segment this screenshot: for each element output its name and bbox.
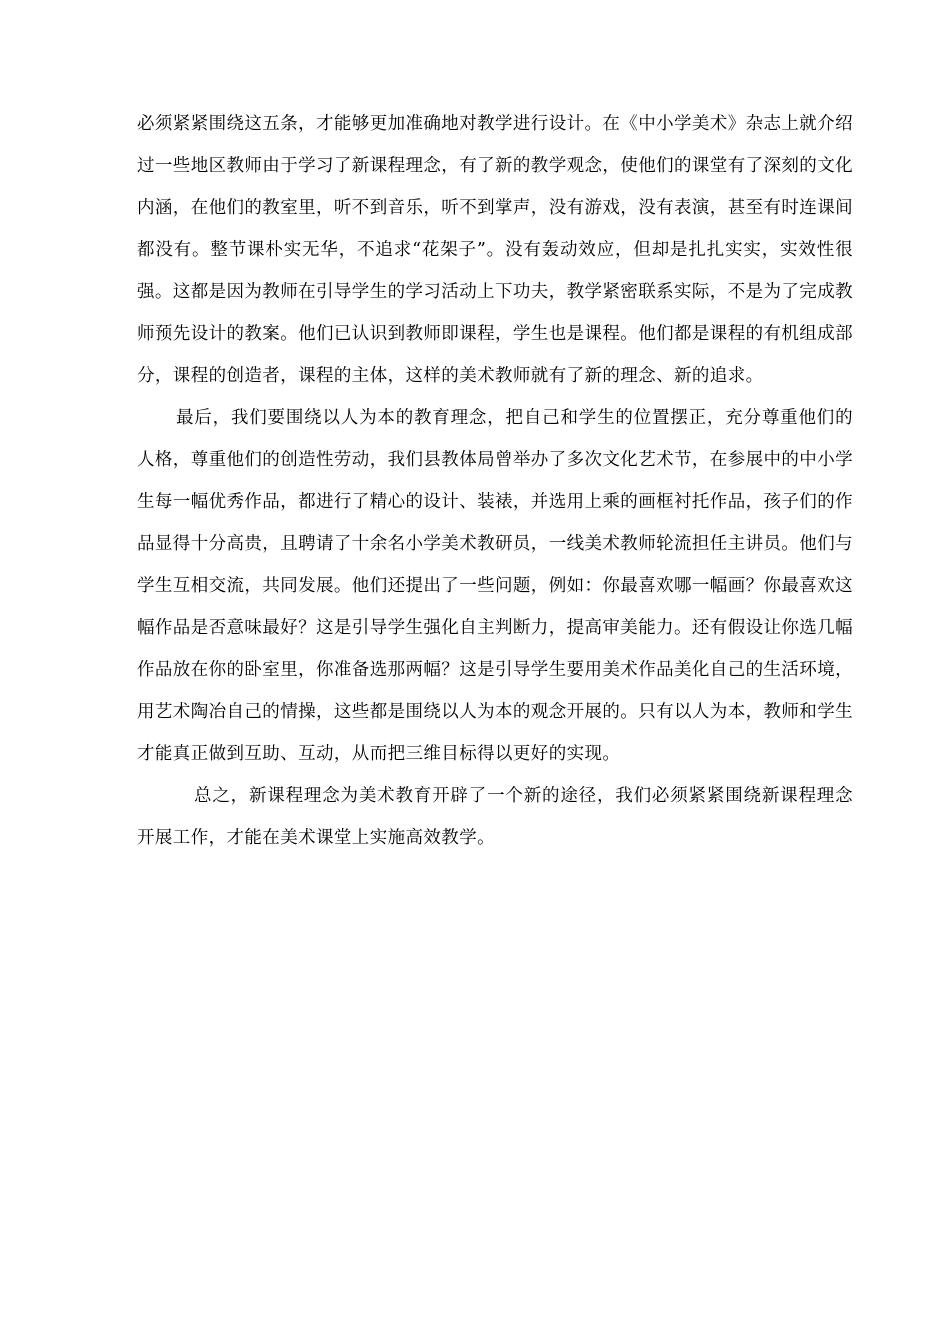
document-body: [137, 103, 853, 859]
paragraph-continuation: 必须紧紧围绕这五条，才能够更加准确地对教学进行设计。在《中小学美术》杂志上就介绍过一些地区教师由于学习了新课程理念，有了新的教学观念，使他们的课堂有了深刻的文化内涵，在他们的教室里，听不到音乐，听不到掌声，没有游戏，没有表演，甚至有时连课间都没有。整节课朴实无华，不追求“花架子”。没有轰动效应，但却是扎扎实实，实效性很强。这都是因为教师在引导学生的学习活动上下功夫，教学紧密联系实际，不是为了完成教师预先设计的教案。他们已认识到教师即课程，学生也是课程。他们都是课程的有机组成部分，课程的创造者，课程的主体，这样的美术教师就有了新的理念、新的追求。: [137, 114, 853, 386]
paragraph-conclusion: 总之，新课程理念为美术教育开辟了一个新的途径，我们必须紧紧围绕新课程理念开展工作，才能在美术课堂上实施高效教学。: [137, 786, 853, 848]
paragraph-people-oriented: 最后，我们要围绕以人为本的教育理念，把自己和学生的位置摆正，充分尊重他们的人格，尊重他们的创造性劳动，我们县教体局曾举办了多次文化艺术节，在参展中的中小学生每一幅优秀作品，都进行了精心的设计、装裱，并选用上乘的画框衬托作品，孩子们的作品显得十分高贵，且聘请了十余名小学美术教研员，一线美术教师轮流担任主讲员。他们与学生互相交流，共同发展。他们还提出了一些问题，例如：你最喜欢哪一幅画？你最喜欢这幅作品是否意味最好？这是引导学生强化自主判断力，提高审美能力。还有假设让你选几幅作品放在你的卧室里，你准备选那两幅？这是引导学生要用美术作品美化自己的生活环境，用艺术陶冶自己的情操，这些都是围绕以人为本的观念开展的。只有以人为本，教师和学生才能真正做到互助、互动，从而把三维目标得以更好的实现。: [137, 408, 853, 764]
